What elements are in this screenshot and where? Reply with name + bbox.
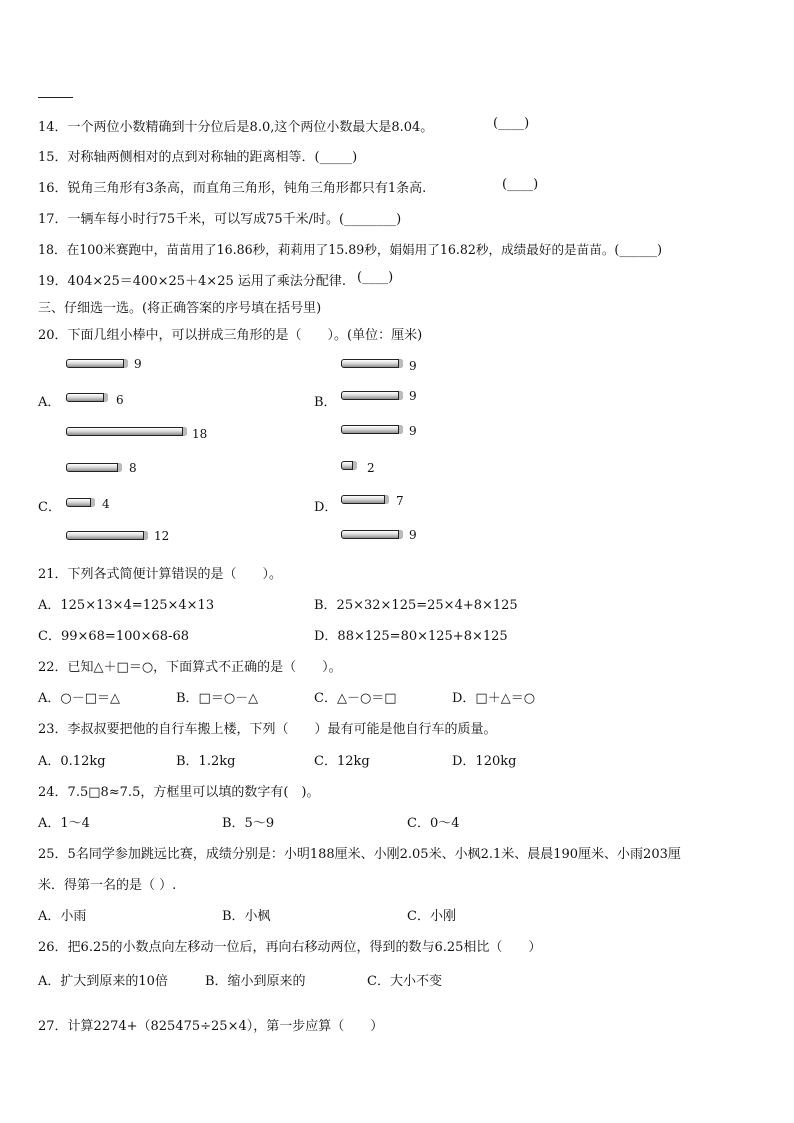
option-23-a[interactable]: A．0.12kg: [38, 754, 106, 769]
rod-length: 9: [409, 359, 417, 373]
rod-icon: [341, 425, 403, 434]
question-18: 18．在100米赛跑中，苗苗用了16.86秒，莉莉用了15.89秒，娟娟用了16.82秒，成绩最好的是苗苗。(______): [38, 242, 663, 257]
rod-icon: [341, 530, 403, 539]
section-heading: 三、仔细选一选。(将正确答案的序号填在括号里): [38, 301, 322, 316]
answer-blank-19[interactable]: (____): [357, 270, 394, 285]
question-25-line-2: 米．得第一名的是（ ）.: [38, 878, 177, 893]
question-20: 20．下面几组小棒中，可以拼成三角形的是（ ）。(单位：厘米): [38, 328, 423, 343]
option-24-c[interactable]: C．0～4: [407, 816, 460, 831]
option-22-a[interactable]: A．○－□＝△: [38, 691, 121, 706]
rod-icon: [66, 359, 128, 368]
option-21-b[interactable]: B．25×32×125=25×4+8×125: [314, 598, 518, 613]
option-24-b[interactable]: B．5～9: [222, 816, 275, 831]
top-rule: [38, 97, 73, 98]
option-22-d[interactable]: D．□＋△＝○: [452, 691, 536, 706]
question-21: 21．下列各式简便计算错误的是（ ）。: [38, 567, 283, 582]
rod-length: 6: [116, 393, 124, 407]
question-17: 17．一辆车每小时行75千米，可以写成75千米/时。(________): [38, 212, 402, 227]
question-24: 24．7.5□8≈7.5，方框里可以填的数字有( )。: [38, 785, 320, 800]
option-23-c[interactable]: C．12kg: [314, 754, 370, 769]
rod-icon: [66, 393, 108, 402]
rod-length: 9: [409, 528, 417, 542]
rod-icon: [341, 461, 357, 470]
option-26-c[interactable]: C．大小不变: [367, 974, 442, 989]
rod-length: 8: [129, 461, 137, 475]
question-15: 15．对称轴两侧相对的点到对称轴的距离相等．(_____): [38, 150, 358, 165]
option-20-b-label[interactable]: B．: [314, 395, 337, 410]
rod-length: 9: [134, 357, 142, 371]
option-25-a[interactable]: A．小雨: [38, 909, 87, 924]
option-25-b[interactable]: B．小枫: [222, 909, 271, 924]
option-23-b[interactable]: B．1.2kg: [176, 754, 236, 769]
answer-blank-16[interactable]: (____): [502, 177, 539, 192]
option-25-c[interactable]: C．小刚: [407, 909, 456, 924]
option-20-c-label[interactable]: C．: [38, 500, 61, 515]
rod-icon: [66, 463, 122, 472]
question-14: 14．一个两位小数精确到十分位后是8.0,这个两位小数最大是8.04。: [38, 120, 434, 135]
answer-blank-14[interactable]: (____): [493, 116, 530, 131]
question-19: 19．404×25＝400×25＋4×25 运用了乘法分配律.: [38, 274, 347, 289]
option-20-d-label[interactable]: D．: [314, 500, 338, 515]
option-26-b[interactable]: B．缩小到原来的: [205, 974, 306, 989]
option-21-c[interactable]: C．99×68=100×68-68: [38, 629, 189, 644]
option-21-a[interactable]: A．125×13×4=125×4×13: [38, 598, 215, 613]
rod-length: 9: [409, 389, 417, 403]
rod-icon: [66, 498, 95, 507]
option-22-c[interactable]: C．△－○＝□: [314, 691, 397, 706]
rod-length: 2: [367, 461, 375, 475]
question-25-line-1: 25．5名同学参加跳远比赛，成绩分别是：小明188厘米、小刚2.05米、小枫2.1米、晨晨190厘米、小雨203厘: [38, 847, 681, 862]
rod-length: 18: [192, 427, 208, 441]
question-22: 22．已知△＋□＝○，下面算式不正确的是（ ）。: [38, 660, 342, 675]
option-21-d[interactable]: D．88×125=80×125+8×125: [314, 629, 508, 644]
rod-length: 7: [396, 494, 404, 508]
rod-icon: [341, 359, 403, 368]
rod-icon: [341, 391, 403, 400]
question-26: 26．把6.25的小数点向左移动一位后，再向右移动两位，得到的数与6.25相比（ ）: [38, 940, 542, 955]
rod-length: 12: [154, 529, 170, 543]
option-24-a[interactable]: A．1～4: [38, 816, 90, 831]
rod-length: 4: [102, 497, 110, 511]
rod-icon: [66, 531, 148, 540]
option-23-d[interactable]: D．120kg: [452, 754, 517, 769]
option-22-b[interactable]: B．□＝○－△: [176, 691, 259, 706]
rod-icon: [341, 495, 389, 504]
question-16: 16．锐角三角形有3条高，而直角三角形，钝角三角形都只有1条高.: [38, 181, 427, 196]
question-23: 23．李叔叔要把他的自行车搬上楼，下列（ ）最有可能是他自行车的质量。: [38, 722, 497, 737]
option-26-a[interactable]: A．扩大到原来的10倍: [38, 974, 168, 989]
rod-icon: [66, 427, 187, 436]
rod-length: 9: [409, 424, 417, 438]
option-20-a-label[interactable]: A．: [38, 395, 61, 410]
question-27: 27．计算2274+（825475÷25×4），第一步应算（ ）: [38, 1019, 384, 1034]
